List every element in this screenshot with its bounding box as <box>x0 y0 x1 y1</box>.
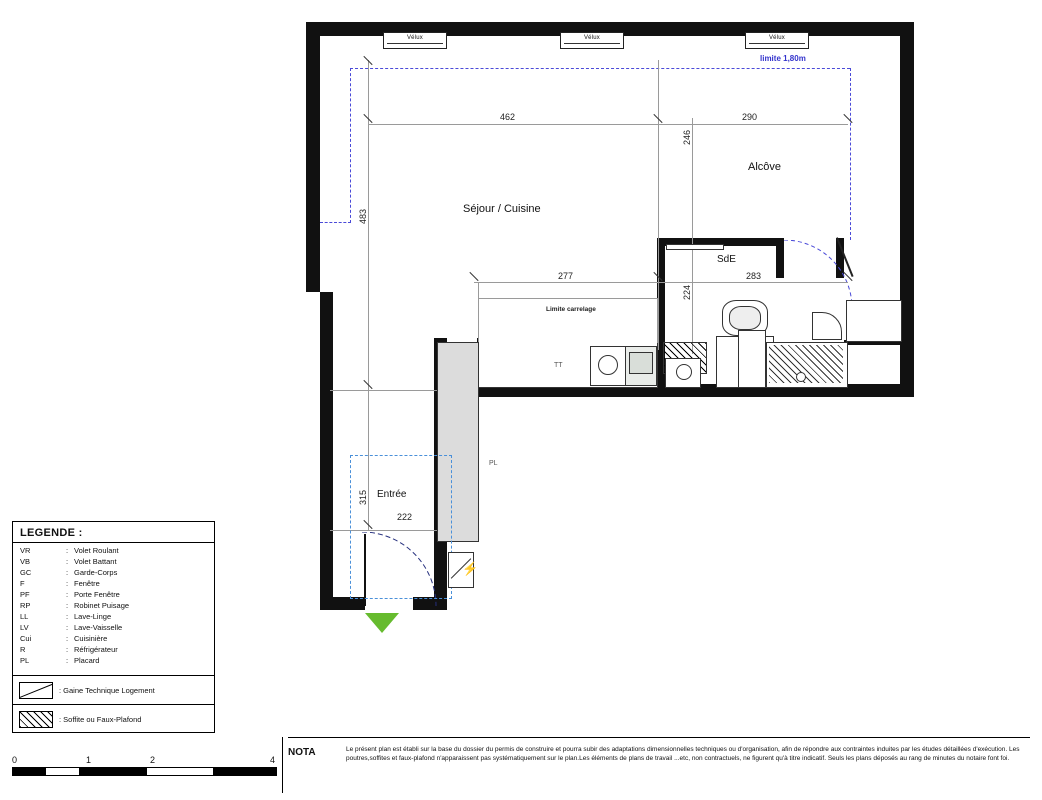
limite-180-line <box>350 68 850 69</box>
dimension-315: 315 <box>358 489 368 505</box>
legend-sep: : <box>66 601 69 610</box>
legend-sep: : <box>66 645 69 654</box>
legend-abbr: LV <box>20 623 29 632</box>
kitchen-mark-label: TT <box>554 362 563 369</box>
limite-180-left-drop <box>350 68 351 223</box>
legend-label: Volet Battant <box>74 557 117 566</box>
dimension-283: 283 <box>746 271 762 281</box>
legend-sep: : <box>66 568 69 577</box>
legend-label: Réfrigérateur <box>74 645 118 654</box>
nota-text: Le présent plan est établi sur la base du dossier du permis de construire et pourra subir des adaptations dimensionnelles techniques ou d'organisation, afin de répondre aux contraintes induites par les études détaillées d'exécution. Les poutres,soffites et faux-plafond n'apparaissent pas systématiquement sur le plan.Les éléments de plans de travail ...etc, non contractuels, ne figurent qu'à titre indicatif. Seuls les plans déposés au rang de minutes du notaire font foi. <box>346 746 1020 762</box>
dim-tick <box>469 272 478 281</box>
scale-tick-1: 1 <box>86 755 92 765</box>
legend-abbr: R <box>20 645 26 654</box>
bathtub-hatch <box>769 345 843 383</box>
room-label-alcove: Alcôve <box>748 161 782 173</box>
scale-tick-2: 2 <box>150 755 156 765</box>
legend-label: Fenêtre <box>74 579 100 588</box>
wall-left-upper <box>306 22 320 292</box>
room-label-sde: SdE <box>717 254 736 265</box>
legend-row <box>20 568 129 579</box>
legend-label: Volet Roulant <box>74 546 119 555</box>
legend-row <box>20 601 129 612</box>
legend-symbol-text: : Gaine Technique Logement <box>59 685 155 695</box>
room-label-placard: PL <box>489 460 498 467</box>
sde-door-rail <box>666 244 724 250</box>
right-closet <box>846 300 902 342</box>
legend-abbr: PF <box>20 590 30 599</box>
legend-row <box>20 623 129 634</box>
ref-line-horizontal-low <box>330 390 450 391</box>
legend-symbol-text: : Soffite ou Faux-Plafond <box>59 714 142 724</box>
washbasin-inner <box>729 306 761 330</box>
ref-line-vertical-right <box>692 118 693 354</box>
legend-title: LEGENDE : <box>20 527 83 539</box>
velux-window-2 <box>560 32 624 49</box>
legend-abbr: F <box>20 579 25 588</box>
legend-row <box>20 579 129 590</box>
velux-window-1 <box>383 32 447 49</box>
legend-sep: : <box>66 579 69 588</box>
scale-numbers <box>12 755 277 767</box>
legend-abbr: VR <box>20 546 31 555</box>
room-label-sejour-cuisine: Séjour / Cuisine <box>463 203 541 215</box>
dimension-483: 483 <box>358 208 368 224</box>
scale-tick-4: 4 <box>270 755 276 765</box>
legend-row <box>20 634 129 645</box>
wall-right <box>900 22 914 397</box>
legend-sep: : <box>66 590 69 599</box>
ref-line-horizontal-mid <box>474 282 848 283</box>
room-label-entree: Entrée <box>377 489 407 500</box>
dimension-277: 277 <box>558 271 574 281</box>
scale-tick-0: 0 <box>12 755 18 765</box>
velux-label: Vélux <box>768 35 785 41</box>
bathtub-drain <box>796 372 806 382</box>
legend-sep: : <box>66 557 69 566</box>
nota-label: NOTA <box>288 747 316 758</box>
entry-dashed-box <box>350 455 452 599</box>
cooktop-burner <box>598 355 618 375</box>
legend-sep: : <box>66 656 69 665</box>
legend-abbr: LL <box>20 612 29 621</box>
sink-basin <box>629 352 653 374</box>
soffite-icon <box>13 711 59 728</box>
legend-symbol-soffite-row <box>13 704 214 733</box>
entry-direction-marker <box>365 613 399 633</box>
dimension-462: 462 <box>500 112 516 122</box>
dimension-246: 246 <box>682 129 692 145</box>
legend-sep: : <box>66 612 69 621</box>
dimension-290: 290 <box>742 112 758 122</box>
legend-label: Robinet Puisage <box>74 601 130 610</box>
legend-table <box>20 546 129 667</box>
velux-window-3 <box>745 32 809 49</box>
nota-top-rule <box>288 737 1030 738</box>
gaine-technique-icon <box>13 682 59 699</box>
shower-tray <box>738 330 766 388</box>
legend-row <box>20 590 129 601</box>
ref-line-vertical-mid <box>658 60 659 350</box>
lightning-icon: ⚡ <box>462 561 479 576</box>
legend-abbr: GC <box>20 568 32 577</box>
legend-label: Lave-Linge <box>74 612 112 621</box>
velux-line <box>564 43 620 44</box>
legend-label: Lave-Vaisselle <box>74 623 123 632</box>
dimension-224: 224 <box>682 284 692 300</box>
nota-block <box>288 745 1030 793</box>
nota-left-rule <box>282 737 283 793</box>
ref-line-horizontal-top <box>368 124 848 125</box>
dim-tick <box>843 114 852 123</box>
velux-line <box>749 43 805 44</box>
legend-sep: : <box>66 623 69 632</box>
legend-row <box>20 656 129 667</box>
legend-abbr: RP <box>20 601 31 610</box>
dimension-222: 222 <box>397 512 413 522</box>
legend-label: Cuisinière <box>74 634 108 643</box>
velux-label: Vélux <box>583 35 600 41</box>
legend-row <box>20 645 129 656</box>
limite-180-label: limite 1,80m <box>760 54 806 63</box>
scale-bar <box>12 755 277 776</box>
limite-180-left-foot <box>320 222 351 223</box>
wall-sde-right <box>776 238 784 278</box>
legend-row <box>20 612 129 623</box>
legend-abbr: Cui <box>20 634 32 643</box>
velux-line <box>387 43 443 44</box>
legend-abbr: VB <box>20 557 31 566</box>
legend-sep: : <box>66 546 69 555</box>
legend-panel <box>12 521 215 733</box>
legend-row <box>20 557 129 568</box>
legend-rule <box>13 542 214 543</box>
legend-label: Garde-Corps <box>74 568 118 577</box>
legend-row <box>20 546 129 557</box>
legend-label: Placard <box>74 656 100 665</box>
legend-sep: : <box>66 634 69 643</box>
limite-carrelage-label: Limite carrelage <box>546 306 596 313</box>
wall-left-lower <box>320 292 333 610</box>
limite-180-right-drop <box>850 68 851 240</box>
wc-bowl <box>676 364 692 380</box>
scale-bar-graphic <box>12 767 277 776</box>
limite-carrelage-box <box>478 298 658 343</box>
velux-label: Vélux <box>406 35 423 41</box>
legend-label: Porte Fenêtre <box>74 590 120 599</box>
legend-symbol-gaine-row <box>13 675 214 704</box>
bath-screen <box>812 312 842 340</box>
legend-abbr: PL <box>20 656 30 665</box>
